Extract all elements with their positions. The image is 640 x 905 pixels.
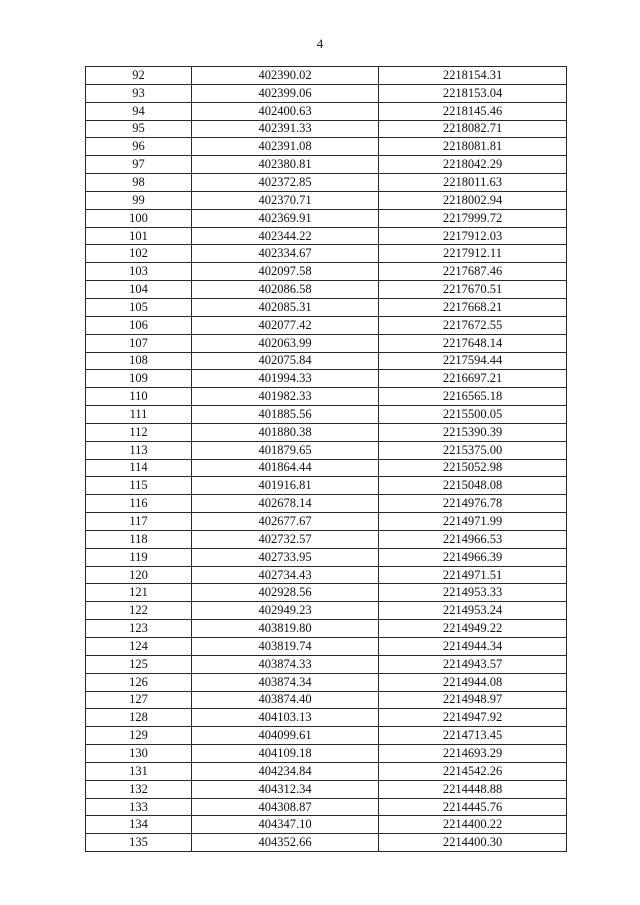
y-coordinate-cell: 2214944.34 [379,638,567,656]
table-row [86,655,567,673]
y-coordinate-cell: 2216697.21 [379,370,567,388]
y-coordinate-cell: 2217672.55 [379,316,567,334]
y-coordinate-cell: 2214542.26 [379,762,567,780]
table-row [86,84,567,102]
table-row [86,281,567,299]
page-number: 4 [316,36,324,51]
point-number-cell: 107 [86,334,192,352]
x-coordinate-cell: 402390.02 [192,67,379,85]
point-number-cell: 116 [86,495,192,513]
y-coordinate-cell: 2214971.99 [379,513,567,531]
table-row [86,709,567,727]
x-coordinate-cell: 402369.91 [192,209,379,227]
table-row [86,334,567,352]
point-number-cell: 127 [86,691,192,709]
y-coordinate-cell: 2218145.46 [379,102,567,120]
point-number-cell: 99 [86,191,192,209]
point-number-cell: 97 [86,156,192,174]
point-number-cell: 121 [86,584,192,602]
y-coordinate-cell: 2214445.76 [379,798,567,816]
table-row [86,423,567,441]
point-number-cell: 115 [86,477,192,495]
point-number-cell: 96 [86,138,192,156]
table-row [86,441,567,459]
x-coordinate-cell: 401880.38 [192,423,379,441]
point-number-cell: 119 [86,548,192,566]
table-row [86,673,567,691]
x-coordinate-cell: 402677.67 [192,513,379,531]
x-coordinate-cell: 404103.13 [192,709,379,727]
point-number-cell: 124 [86,638,192,656]
y-coordinate-cell: 2214448.88 [379,780,567,798]
table-row [86,566,567,584]
x-coordinate-cell: 404234.84 [192,762,379,780]
y-coordinate-cell: 2216565.18 [379,388,567,406]
y-coordinate-cell: 2217668.21 [379,298,567,316]
point-number-cell: 94 [86,102,192,120]
x-coordinate-cell: 402391.33 [192,120,379,138]
table-row [86,745,567,763]
x-coordinate-cell: 404347.10 [192,816,379,834]
x-coordinate-cell: 402732.57 [192,530,379,548]
x-coordinate-cell: 402344.22 [192,227,379,245]
table-row [86,495,567,513]
point-number-cell: 114 [86,459,192,477]
table-row [86,602,567,620]
x-coordinate-cell: 402734.43 [192,566,379,584]
table-row [86,780,567,798]
x-coordinate-cell: 403874.40 [192,691,379,709]
x-coordinate-cell: 404099.61 [192,727,379,745]
table-row [86,477,567,495]
y-coordinate-cell: 2214944.08 [379,673,567,691]
point-number-cell: 117 [86,513,192,531]
y-coordinate-cell: 2215390.39 [379,423,567,441]
y-coordinate-cell: 2217670.51 [379,281,567,299]
table-row [86,530,567,548]
x-coordinate-cell: 402380.81 [192,156,379,174]
table-row [86,209,567,227]
table-row [86,316,567,334]
x-coordinate-cell: 402077.42 [192,316,379,334]
table-row [86,352,567,370]
table-row [86,370,567,388]
point-number-cell: 110 [86,388,192,406]
table-row [86,263,567,281]
x-coordinate-cell: 402097.58 [192,263,379,281]
table-row [86,120,567,138]
table-row [86,298,567,316]
y-coordinate-cell: 2218011.63 [379,174,567,192]
point-number-cell: 98 [86,174,192,192]
table-row [86,459,567,477]
point-number-cell: 100 [86,209,192,227]
x-coordinate-cell: 402334.67 [192,245,379,263]
table-row [86,548,567,566]
x-coordinate-cell: 402678.14 [192,495,379,513]
x-coordinate-cell: 404352.66 [192,834,379,852]
coordinates-table-body [86,67,567,852]
x-coordinate-cell: 401885.56 [192,406,379,424]
y-coordinate-cell: 2217687.46 [379,263,567,281]
table-row [86,691,567,709]
x-coordinate-cell: 401864.44 [192,459,379,477]
x-coordinate-cell: 401982.33 [192,388,379,406]
table-row [86,245,567,263]
table-row [86,638,567,656]
y-coordinate-cell: 2214400.30 [379,834,567,852]
x-coordinate-cell: 402949.23 [192,602,379,620]
point-number-cell: 95 [86,120,192,138]
point-number-cell: 118 [86,530,192,548]
x-coordinate-cell: 403874.34 [192,673,379,691]
coordinates-table [85,66,567,852]
x-coordinate-cell: 401916.81 [192,477,379,495]
table-row [86,227,567,245]
table-row [86,620,567,638]
x-coordinate-cell: 402400.63 [192,102,379,120]
x-coordinate-cell: 402086.58 [192,281,379,299]
y-coordinate-cell: 2214966.53 [379,530,567,548]
point-number-cell: 103 [86,263,192,281]
point-number-cell: 135 [86,834,192,852]
point-number-cell: 102 [86,245,192,263]
x-coordinate-cell: 403874.33 [192,655,379,673]
y-coordinate-cell: 2214949.22 [379,620,567,638]
table-row [86,102,567,120]
y-coordinate-cell: 2217912.03 [379,227,567,245]
y-coordinate-cell: 2214947.92 [379,709,567,727]
point-number-cell: 129 [86,727,192,745]
table-row [86,67,567,85]
y-coordinate-cell: 2215500.05 [379,406,567,424]
x-coordinate-cell: 402372.85 [192,174,379,192]
table-row [86,138,567,156]
point-number-cell: 132 [86,780,192,798]
point-number-cell: 122 [86,602,192,620]
y-coordinate-cell: 2217594.44 [379,352,567,370]
table-row [86,727,567,745]
point-number-cell: 93 [86,84,192,102]
y-coordinate-cell: 2214713.45 [379,727,567,745]
point-number-cell: 112 [86,423,192,441]
x-coordinate-cell: 404109.18 [192,745,379,763]
point-number-cell: 113 [86,441,192,459]
table-row [86,513,567,531]
y-coordinate-cell: 2217648.14 [379,334,567,352]
point-number-cell: 133 [86,798,192,816]
point-number-cell: 123 [86,620,192,638]
y-coordinate-cell: 2215375.00 [379,441,567,459]
table-row [86,798,567,816]
x-coordinate-cell: 402399.06 [192,84,379,102]
x-coordinate-cell: 401994.33 [192,370,379,388]
point-number-cell: 92 [86,67,192,85]
x-coordinate-cell: 402370.71 [192,191,379,209]
y-coordinate-cell: 2214971.51 [379,566,567,584]
table-row [86,406,567,424]
point-number-cell: 111 [86,406,192,424]
point-number-cell: 101 [86,227,192,245]
point-number-cell: 109 [86,370,192,388]
point-number-cell: 106 [86,316,192,334]
x-coordinate-cell: 403819.80 [192,620,379,638]
y-coordinate-cell: 2215048.08 [379,477,567,495]
y-coordinate-cell: 2217912.11 [379,245,567,263]
x-coordinate-cell: 402063.99 [192,334,379,352]
point-number-cell: 105 [86,298,192,316]
y-coordinate-cell: 2214976.78 [379,495,567,513]
point-number-cell: 120 [86,566,192,584]
table-row [86,191,567,209]
table-row [86,174,567,192]
y-coordinate-cell: 2217999.72 [379,209,567,227]
x-coordinate-cell: 402391.08 [192,138,379,156]
y-coordinate-cell: 2218081.81 [379,138,567,156]
y-coordinate-cell: 2214953.33 [379,584,567,602]
y-coordinate-cell: 2218154.31 [379,67,567,85]
y-coordinate-cell: 2214953.24 [379,602,567,620]
table-row [86,834,567,852]
point-number-cell: 128 [86,709,192,727]
x-coordinate-cell: 404312.34 [192,780,379,798]
x-coordinate-cell: 402733.95 [192,548,379,566]
point-number-cell: 134 [86,816,192,834]
x-coordinate-cell: 401879.65 [192,441,379,459]
point-number-cell: 104 [86,281,192,299]
y-coordinate-cell: 2214966.39 [379,548,567,566]
y-coordinate-cell: 2218042.29 [379,156,567,174]
point-number-cell: 130 [86,745,192,763]
table-row [86,584,567,602]
x-coordinate-cell: 403819.74 [192,638,379,656]
y-coordinate-cell: 2215052.98 [379,459,567,477]
y-coordinate-cell: 2214948.97 [379,691,567,709]
point-number-cell: 131 [86,762,192,780]
y-coordinate-cell: 2218153.04 [379,84,567,102]
table-row [86,388,567,406]
x-coordinate-cell: 402928.56 [192,584,379,602]
point-number-cell: 125 [86,655,192,673]
point-number-cell: 126 [86,673,192,691]
table-row [86,816,567,834]
x-coordinate-cell: 402075.84 [192,352,379,370]
y-coordinate-cell: 2214943.57 [379,655,567,673]
y-coordinate-cell: 2214400.22 [379,816,567,834]
x-coordinate-cell: 404308.87 [192,798,379,816]
x-coordinate-cell: 402085.31 [192,298,379,316]
y-coordinate-cell: 2218002.94 [379,191,567,209]
point-number-cell: 108 [86,352,192,370]
y-coordinate-cell: 2214693.29 [379,745,567,763]
y-coordinate-cell: 2218082.71 [379,120,567,138]
table-row [86,762,567,780]
table-row [86,156,567,174]
